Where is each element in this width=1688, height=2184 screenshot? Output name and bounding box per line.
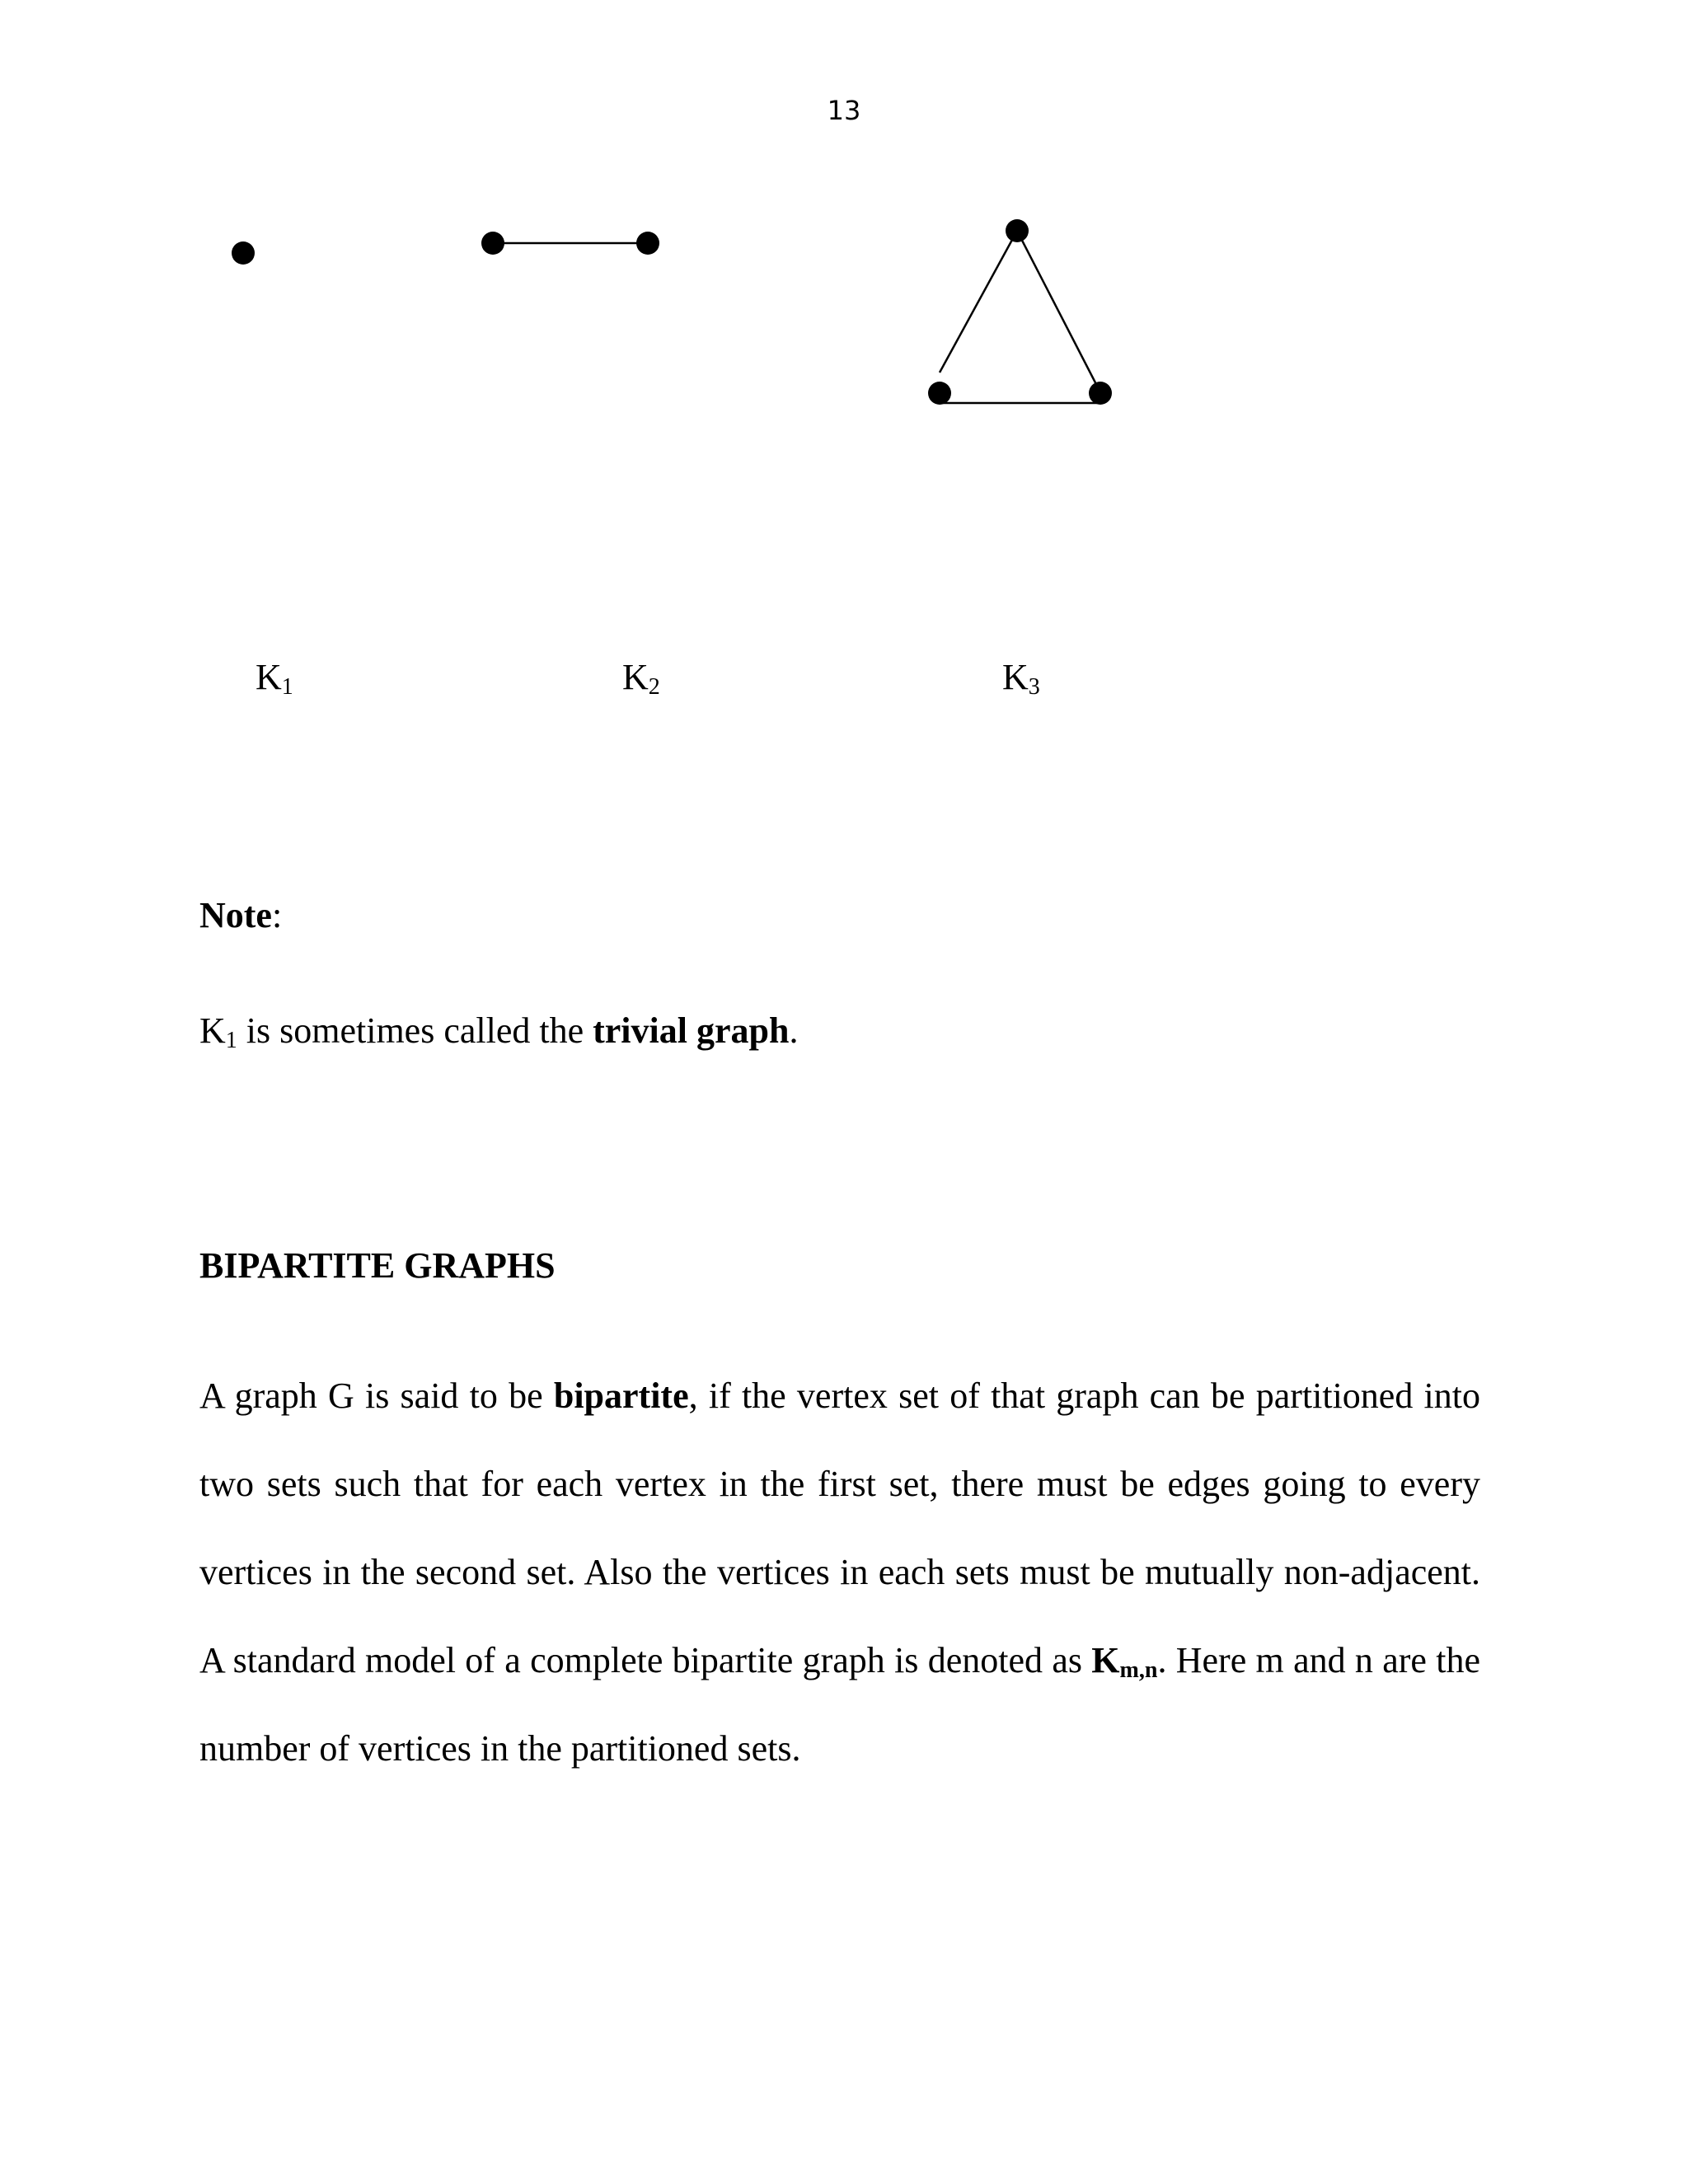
k1-label: $K_1$ bbox=[256, 657, 293, 700]
graph-k2 bbox=[481, 232, 659, 255]
section-heading: BIPARTITE GRAPHS bbox=[199, 1245, 556, 1286]
k1-vertex bbox=[232, 241, 255, 265]
note-text: $K_1$ is sometimes called the trivial graph. bbox=[199, 1010, 799, 1053]
k3-vertex-bottom-left bbox=[928, 382, 951, 405]
k3-vertex-bottom-right bbox=[1089, 382, 1112, 405]
k3-edge-right bbox=[1017, 231, 1100, 392]
k2-vertex-left bbox=[481, 232, 504, 255]
page-number: 13 bbox=[827, 95, 861, 126]
k3-label: $K_3$ bbox=[1002, 657, 1040, 700]
graph-k3 bbox=[928, 219, 1112, 405]
note-heading: Note: bbox=[199, 895, 283, 935]
graph-k1 bbox=[232, 241, 255, 265]
k3-vertex-top bbox=[1006, 219, 1029, 242]
k2-vertex-right bbox=[636, 232, 659, 255]
bipartite-paragraph: A graph G is said to be bipartite, if the vertex set of that graph can be partitioned into two sets such that for each vertex in the first set, there must be edges going to every vertices in the second set. Also the vertices in each sets must be mutually non-adjacent. A standard model of a complete bipartite graph is denoted as $K_{m,n}$. Here m and n are the number of vertices in the partitioned sets. bbox=[199, 1376, 1480, 1769]
complete-graphs-figure bbox=[0, 0, 1688, 577]
k3-edge-left bbox=[940, 231, 1017, 373]
k2-label: $K_2$ bbox=[622, 657, 660, 700]
